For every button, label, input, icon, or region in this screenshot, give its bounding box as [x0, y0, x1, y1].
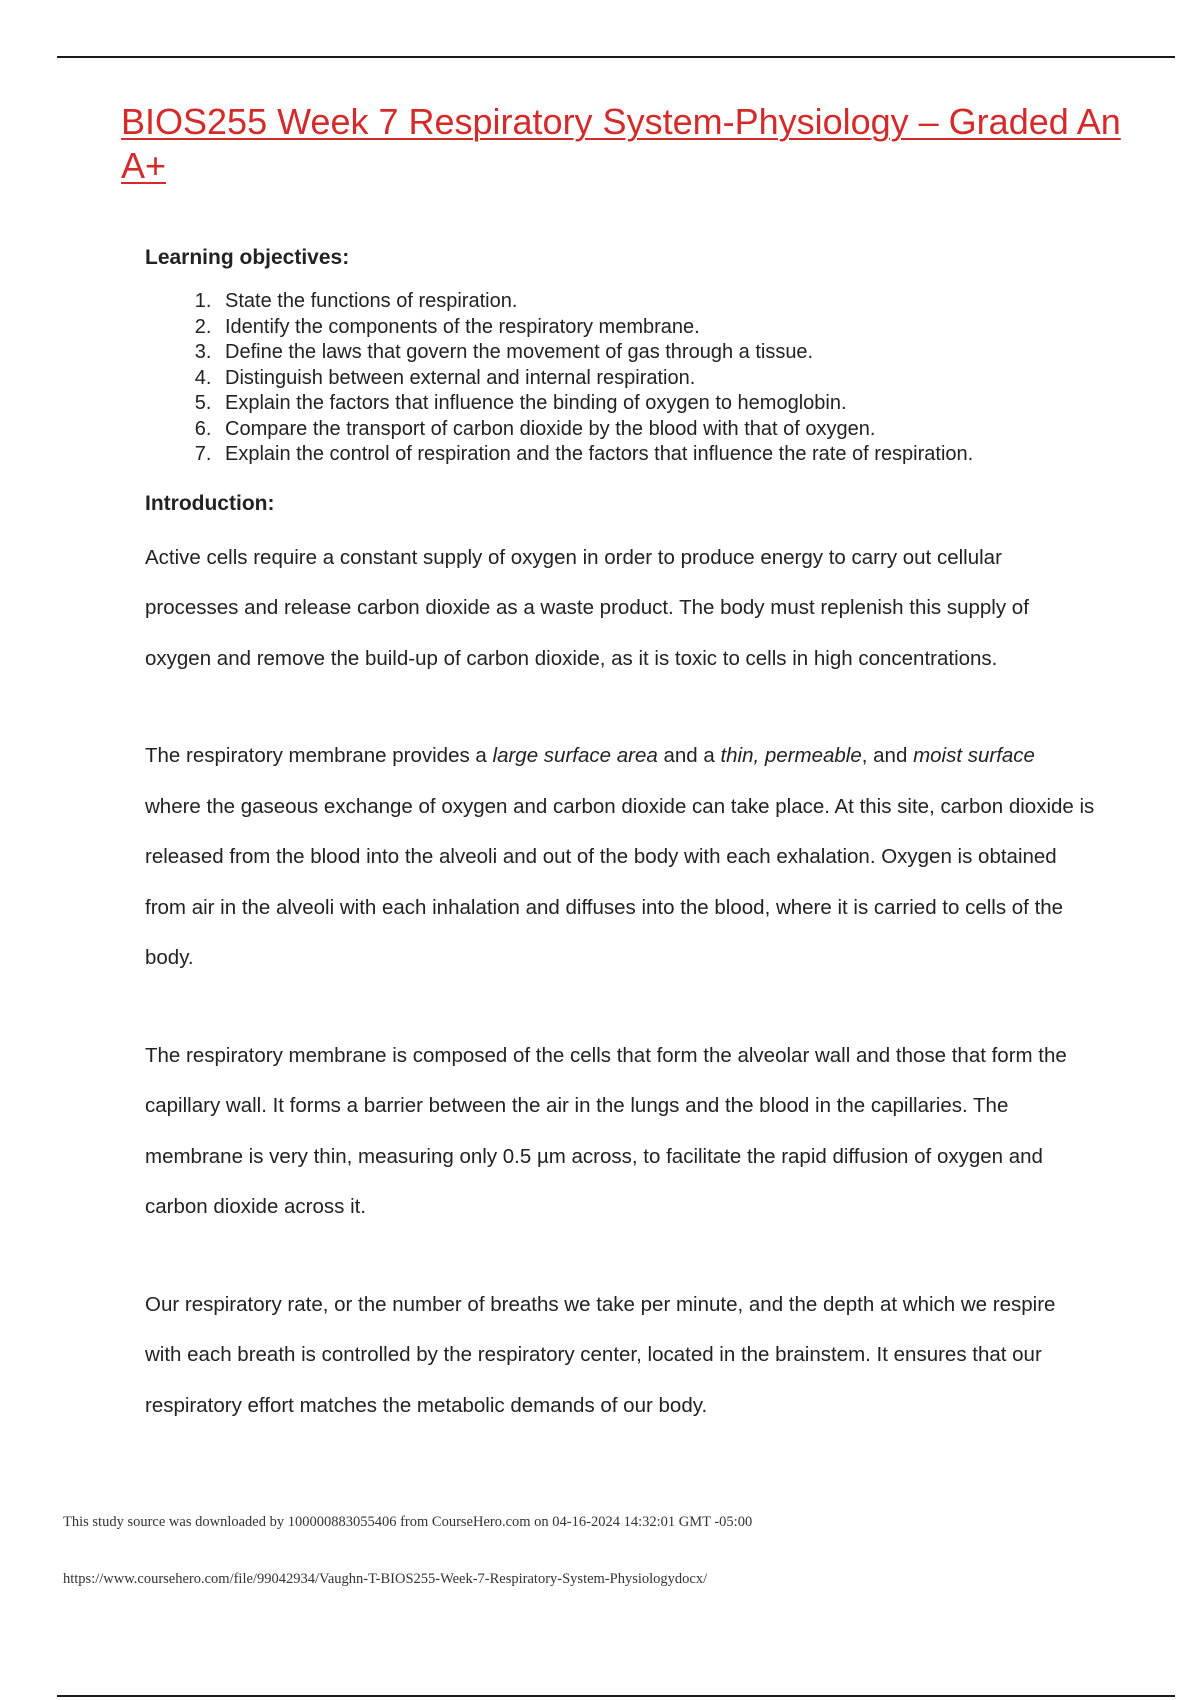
bottom-divider — [57, 1695, 1175, 1697]
document-title-link[interactable]: BIOS255 Week 7 Respiratory System-Physiology – Graded An A+ — [121, 101, 1121, 186]
intro-paragraph-2 — [145, 731, 1095, 984]
top-divider — [57, 56, 1175, 58]
p2-emphasis-large-surface-area: large surface area — [492, 744, 658, 767]
learning-objectives-heading: Learning objectives: — [145, 246, 350, 269]
p2-text-1: The respiratory membrane provides a — [145, 744, 493, 767]
objective-item: 6. Compare the transport of carbon dioxide by the blood with that of oxygen. — [217, 417, 1095, 443]
p2-text-3: , and — [861, 744, 914, 767]
p2-text-2: and a — [657, 744, 721, 767]
p2-emphasis-moist-surface: moist surface — [913, 744, 1035, 767]
learning-objectives-list — [145, 289, 1095, 468]
p2-emphasis-thin-permeable: thin, permeable — [720, 744, 862, 767]
document-body — [145, 245, 1095, 1431]
objective-item: 2. Identify the components of the respiratory membrane. — [217, 315, 1095, 341]
intro-paragraph-1: Active cells require a constant supply of oxygen in order to produce energy to carry out cellular processes and release carbon dioxide as a waste product. The body must replenish this supply of oxygen and remove the build-up of carbon dioxide, as it is toxic to cells in high concentrations. — [145, 545, 1029, 670]
intro-paragraph-4: Our respiratory rate, or the number of breaths we take per minute, and the depth at which we respire with each breath is controlled by the respiratory center, located in the brainstem. It ensures that our respiratory effort matches the metabolic demands of our body. — [145, 1292, 1056, 1417]
source-url: https://www.coursehero.com/file/99042934/Vaughn-T-BIOS255-Week-7-Respiratory-System-Physiologydocx/ — [63, 1571, 708, 1587]
objective-item: 1. State the functions of respiration. — [217, 289, 1095, 315]
objective-item: 7. Explain the control of respiration and the factors that influence the rate of respiration. — [217, 442, 1095, 468]
objective-item: 4. Distinguish between external and internal respiration. — [217, 366, 1095, 392]
intro-paragraph-3: The respiratory membrane is composed of the cells that form the alveolar wall and those that form the capillary wall. It forms a barrier between the air in the lungs and the blood in the capillaries. The membrane is very thin, measuring only 0.5 µm across, to facilitate the rapid diffusion of oxygen and carbon dioxide across it. — [145, 1043, 1067, 1218]
objective-item: 3. Define the laws that govern the movement of gas through a tissue. — [217, 340, 1095, 366]
objective-item: 5. Explain the factors that influence the binding of oxygen to hemoglobin. — [217, 391, 1095, 417]
download-notice: This study source was downloaded by 100000883055406 from CourseHero.com on 04-16-2024 14:32:01 GMT -05:00 — [63, 1514, 753, 1530]
introduction-heading: Introduction: — [145, 491, 275, 515]
p2-text-4: where the gaseous exchange of oxygen and carbon dioxide can take place. At this site, carbon dioxide is released from the blood into the alveoli and out of the body with each exhalation. Oxygen is obtained from air in the alveoli with each inhalation and diffuses into the blood, where it is carried to cells of the body. — [145, 794, 1095, 969]
document-title — [121, 100, 1121, 188]
